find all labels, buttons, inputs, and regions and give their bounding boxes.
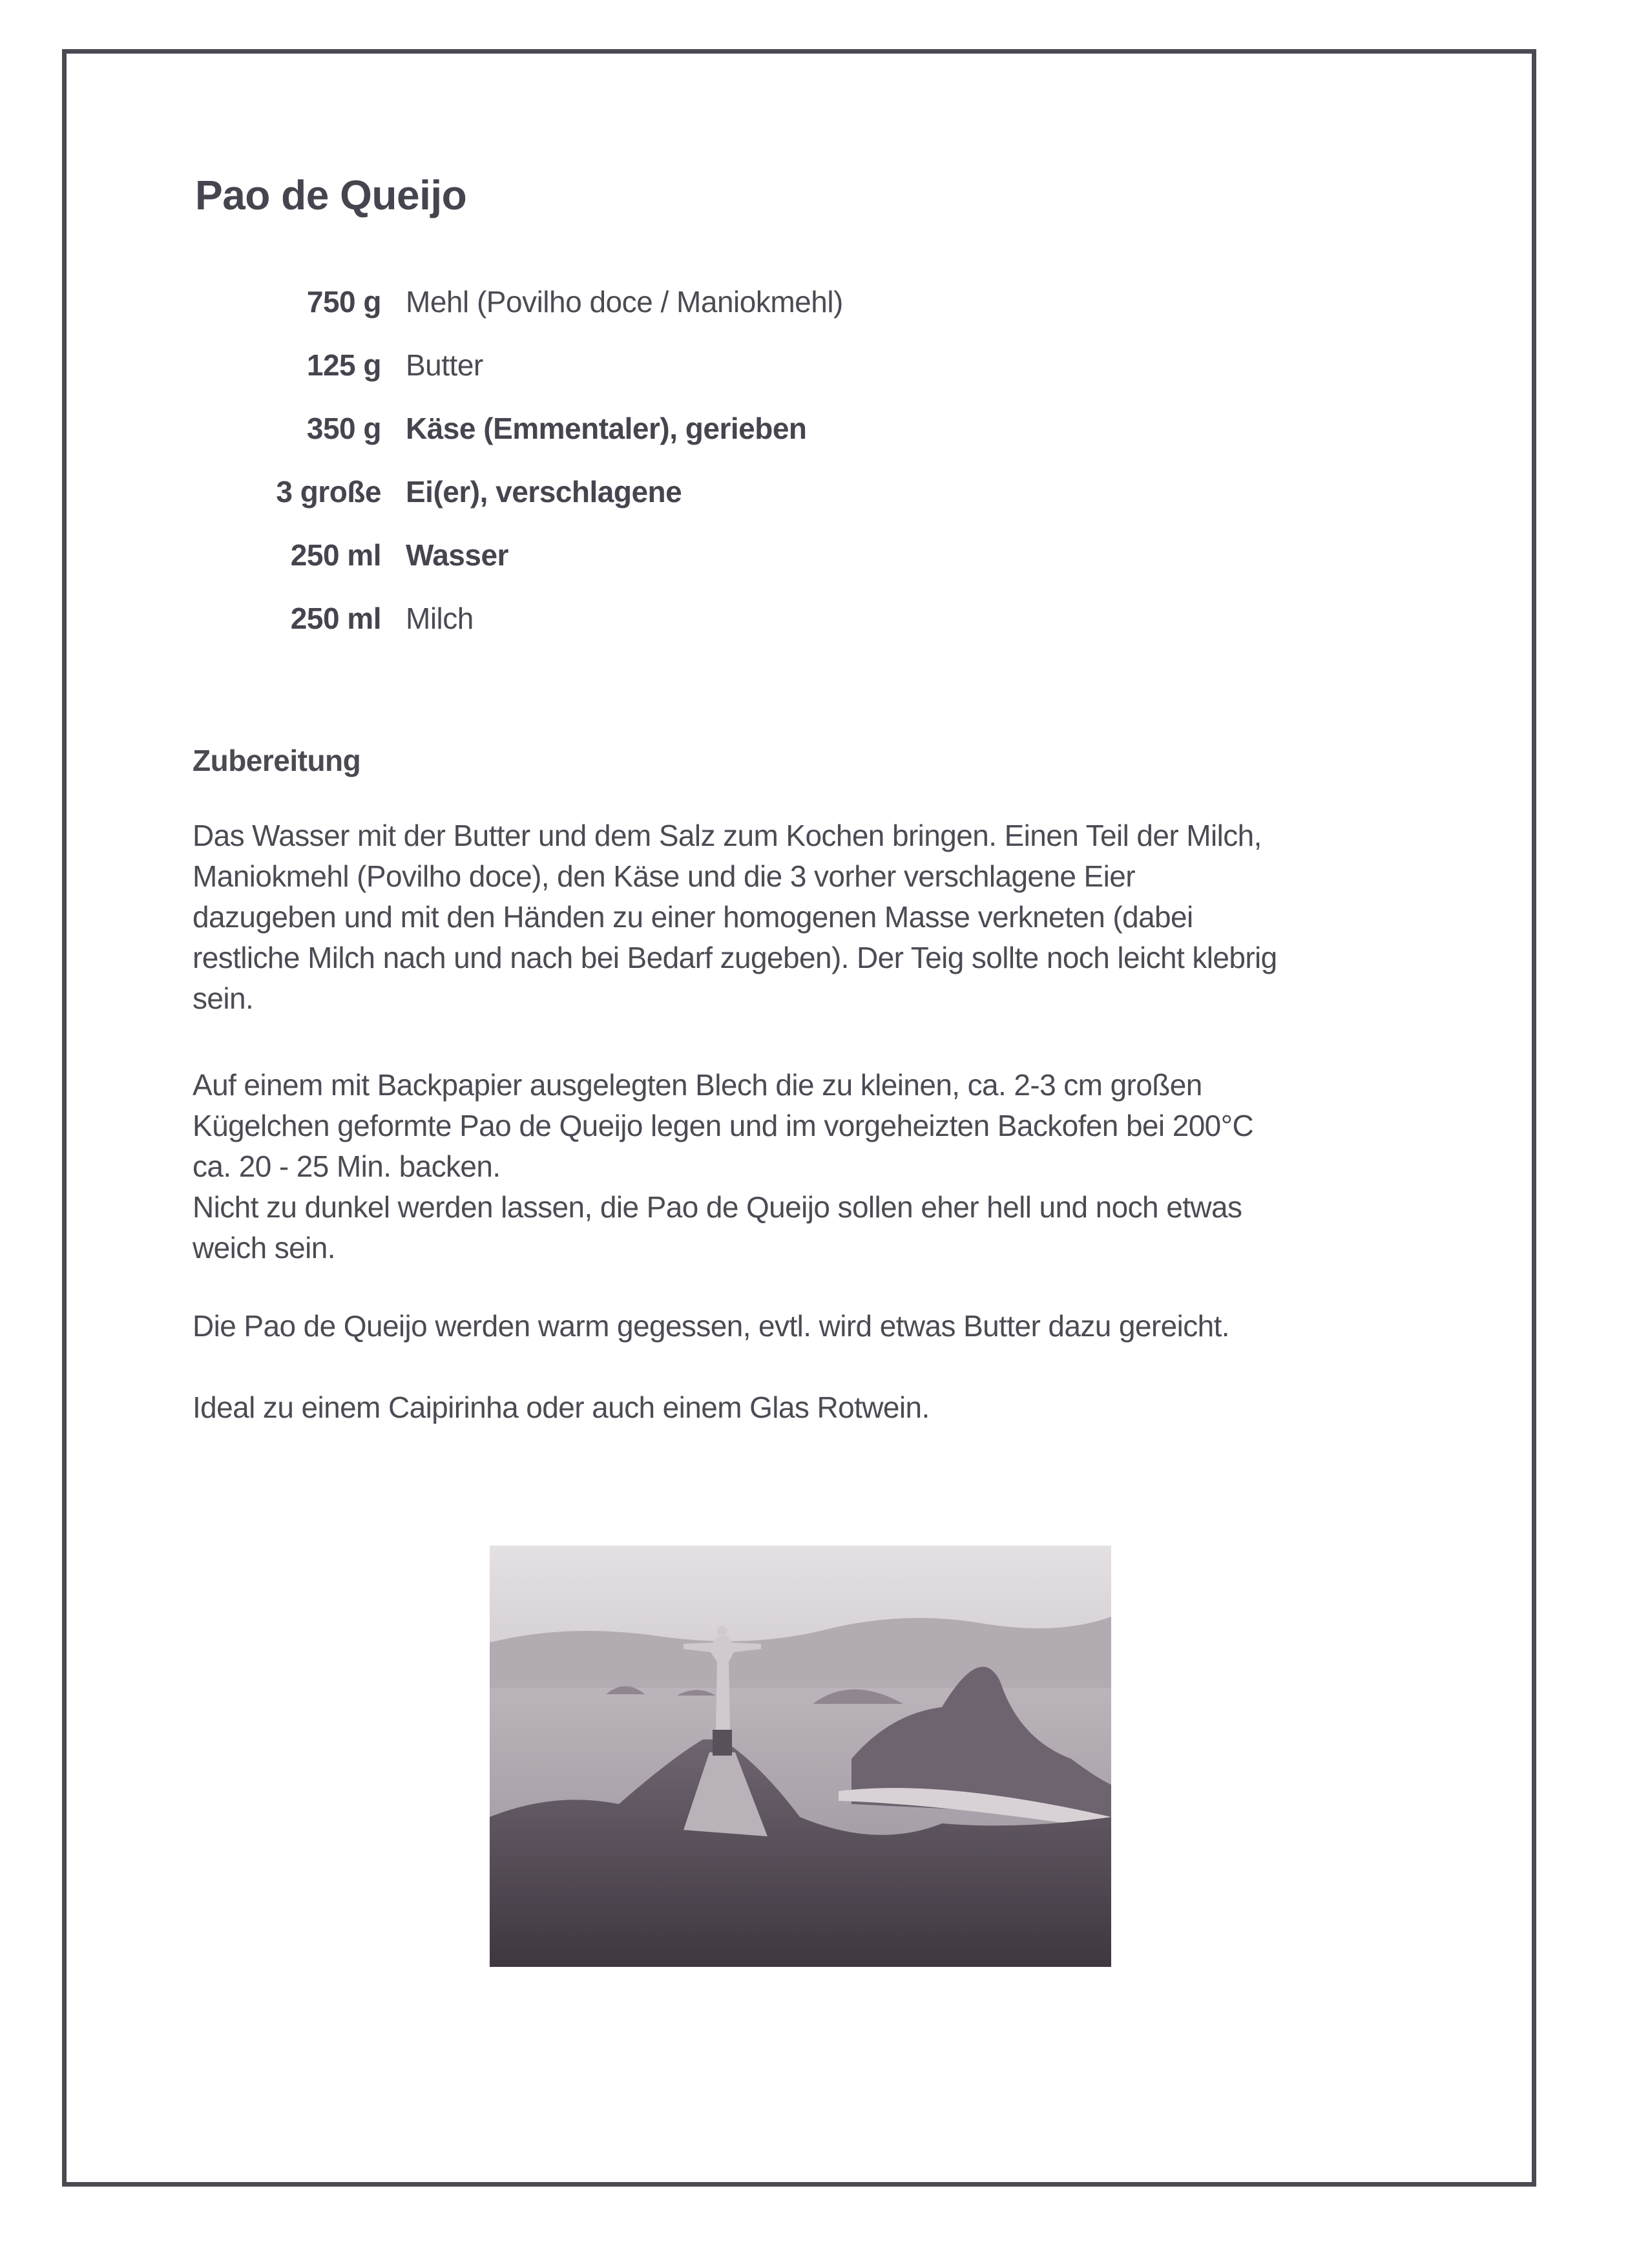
ingredient-name: Käse (Emmentaler), gerieben <box>406 412 807 445</box>
recipe-title: Pao de Queijo <box>195 172 467 218</box>
text-line: Nicht zu dunkel werden lassen, die Pao de Queijo sollen eher hell und noch etwas <box>193 1190 1242 1224</box>
ingredient-quantity: 250 ml <box>290 538 381 572</box>
preparation-paragraph <box>193 815 1459 1019</box>
ingredient-row <box>194 460 1421 523</box>
ingredient-row <box>194 333 1421 397</box>
ingredient-quantity: 350 g <box>306 412 381 445</box>
ingredient-quantity: 3 große <box>276 475 381 509</box>
ingredient-list <box>194 270 1421 650</box>
text-line: weich sein. <box>193 1231 335 1265</box>
ingredient-quantity: 750 g <box>306 285 381 319</box>
ingredient-row <box>194 523 1421 587</box>
ingredient-quantity: 125 g <box>306 348 381 382</box>
text-line: restliche Milch nach und nach bei Bedarf zugeben). Der Teig sollte noch leicht klebrig <box>193 941 1277 974</box>
ingredient-name: Milch <box>406 602 474 635</box>
ingredient-row <box>194 587 1421 650</box>
text-line: sein. <box>193 982 254 1015</box>
ingredient-row <box>194 397 1421 460</box>
ingredient-name: Wasser <box>406 538 508 572</box>
ingredient-name: Mehl (Povilho doce / Maniokmehl) <box>406 285 843 319</box>
text-line: ca. 20 - 25 Min. backen. <box>193 1150 501 1183</box>
text-line: Kügelchen geformte Pao de Queijo legen und im vorgeheizten Backofen bei 200°C <box>193 1109 1254 1142</box>
text-line: Auf einem mit Backpapier ausgelegten Blech die zu kleinen, ca. 2-3 cm großen <box>193 1068 1202 1102</box>
text-line: Die Pao de Queijo werden warm gegessen, evtl. wird etwas Butter dazu gereicht. <box>193 1309 1229 1343</box>
ingredient-name: Butter <box>406 348 483 382</box>
statue-pedestal <box>713 1730 732 1756</box>
ingredient-name: Ei(er), verschlagene <box>406 475 682 509</box>
serving-paragraph <box>193 1306 1459 1347</box>
ingredient-row <box>194 270 1421 333</box>
text-line: Ideal zu einem Caipirinha oder auch einem Glas Rotwein. <box>193 1391 930 1424</box>
statue-head <box>717 1626 727 1636</box>
preparation-paragraph <box>193 1065 1459 1268</box>
pairing-paragraph <box>193 1387 1459 1428</box>
text-line: Maniokmehl (Povilho doce), den Käse und die 3 vorher verschlagene Eier <box>193 859 1135 893</box>
text-line: Das Wasser mit der Butter und dem Salz zum Kochen bringen. Einen Teil der Milch, <box>193 819 1262 852</box>
text-line: dazugeben und mit den Händen zu einer homogenen Masse verkneten (dabei <box>193 900 1193 934</box>
ingredient-quantity: 250 ml <box>290 602 381 635</box>
preparation-heading: Zubereitung <box>193 744 361 777</box>
photo-illustration <box>490 1546 1111 1967</box>
rio-christ-redeemer-photo <box>490 1546 1111 1967</box>
